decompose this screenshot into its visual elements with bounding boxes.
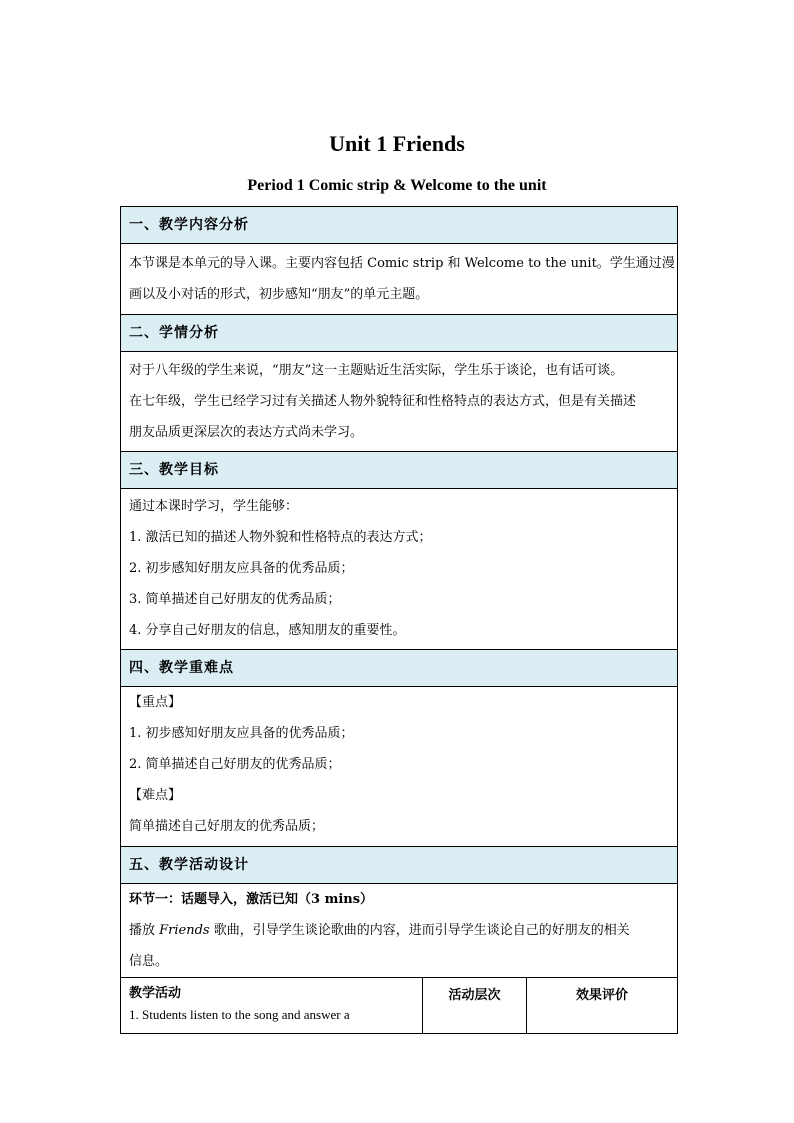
section-heading-key-points: 四、教学重难点 — [121, 650, 677, 687]
activity-column — [121, 978, 423, 1033]
objective-item: 3. 简单描述自己好朋友的优秀品质； — [129, 592, 341, 607]
section-body-student-analysis — [121, 352, 677, 452]
section-body-objectives — [121, 489, 677, 650]
activity-item: 1. Students listen to the song and answer a — [129, 1007, 350, 1022]
objective-item: 1. 激活已知的描述人物外貌和性格特点的表达方式； — [129, 530, 432, 545]
document-subtitle: Period 1 Comic strip & Welcome to the unit — [247, 177, 547, 194]
difficult-point-item: 简单描述自己好朋友的优秀品质； — [129, 819, 325, 834]
paragraph-line: 本节课是本单元的导入课。主要内容包括 Comic strip 和 Welcome to the unit。学生通过漫 — [129, 256, 675, 271]
difficult-points-label: 【难点】 — [129, 788, 182, 803]
step-description-prefix: 播放 — [129, 923, 160, 938]
step-title: 环节一：话题导入，激活已知（3 mins） — [129, 892, 374, 907]
key-points-label: 【重点】 — [129, 695, 182, 710]
paragraph-line: 对于八年级的学生来说，“朋友”这一主题贴近生活实际，学生乐于谈论，也有话可谈。 — [129, 363, 624, 378]
paragraph-line: 画以及小对话的形式，初步感知“朋友”的单元主题。 — [129, 287, 429, 302]
step-description-rest: 歌曲，引导学生谈论歌曲的内容，进而引导学生谈论自己的好朋友的相关 — [209, 923, 630, 938]
paragraph-line: 在七年级，学生已经学习过有关描述人物外貌特征和性格特点的表达方式，但是有关描述 — [129, 394, 637, 409]
activity-table-row — [121, 978, 677, 1034]
evaluation-column-header: 效果评价 — [575, 988, 628, 1003]
lesson-plan-table — [120, 206, 678, 1034]
step-description — [129, 915, 669, 946]
document-title: Unit 1 Friends — [329, 131, 465, 156]
activity-column-header: 教学活动 — [129, 986, 182, 1001]
objective-item: 2. 初步感知好朋友应具备的优秀品质； — [129, 561, 354, 576]
song-title: Friends — [159, 923, 210, 938]
section-body-activities — [121, 884, 677, 978]
section-body-content-analysis — [121, 244, 677, 315]
section-body-key-points — [121, 687, 677, 847]
objectives-intro: 通过本课时学习，学生能够： — [129, 499, 299, 514]
section-heading-activities: 五、教学活动设计 — [121, 847, 677, 884]
section-heading-objectives: 三、教学目标 — [121, 452, 677, 489]
objective-item: 4. 分享自己好朋友的信息，感知朋友的重要性。 — [129, 623, 406, 638]
section-heading-content-analysis: 一、教学内容分析 — [121, 207, 677, 244]
key-point-item: 1. 初步感知好朋友应具备的优秀品质； — [129, 726, 354, 741]
paragraph-line: 朋友品质更深层次的表达方式尚未学习。 — [129, 425, 364, 440]
key-point-item: 2. 简单描述自己好朋友的优秀品质； — [129, 757, 341, 772]
section-heading-student-analysis: 二、学情分析 — [121, 315, 677, 352]
step-description-line2: 信息。 — [129, 954, 169, 969]
level-column-header: 活动层次 — [423, 978, 527, 1033]
